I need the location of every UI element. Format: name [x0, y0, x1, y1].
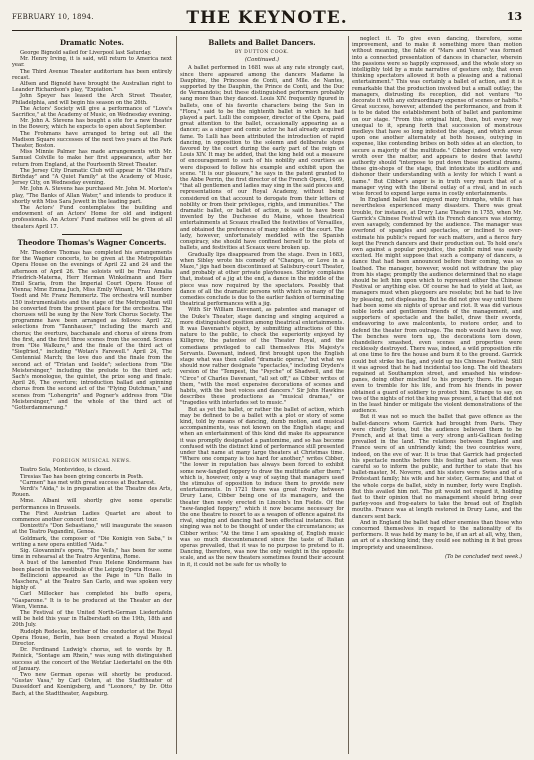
- page-number: 13: [506, 10, 522, 23]
- section-divider: [62, 234, 122, 235]
- publication-title: THE KEYNOTE.: [186, 8, 348, 28]
- paragraph: "Carmen" has met with great success at Bucharest.: [20, 479, 156, 486]
- paragraph: Carl Millocker has completed his buffo opera, "Gasparone." It is to be produced at the Theater an der Wien, Vienna.: [12, 591, 172, 610]
- foreign-news-heading: FOREIGN MUSICAL NEWS.: [52, 459, 132, 465]
- paragraph: Verdi's "Aida," is in preparation at the Theatre des Arts, Rouen.: [12, 485, 172, 499]
- paragraph: Mr. John A. Stevens has bought a site for a new theater in the Bowery, which he expects to open about September.: [12, 118, 172, 131]
- paragraph: Miss Minnie Palmer has made arrangements with Mr. Samuel Colville to make her first appearance, after her return from England, at the Fourteenth Street Theater.: [12, 149, 172, 168]
- paragraph: The Actors' Society will give a performance of "Love's Sacrifice," at the Academy of Music, on Wednesday evening.: [12, 105, 172, 119]
- paragraph: Two new German operas will shortly be produced. "Gustav Vasa," by Carl Osten, at the Stadttheater of Dusseldorf and Koenigsberg, and "Leonore," by Dr. Otto Bach, at the Stadttheater, Augsburg.: [12, 672, 172, 697]
- continued-label: (Continued.): [244, 57, 280, 64]
- paragraph: Tiresias Tao has been giving concerts in Posth.: [20, 473, 144, 480]
- paragraph: A ballet performed in 1681 was at any rate strongly cast, since there appeared among the dancers Madame la Dauphine, the Princesse de Conti, and Mlle. de Nantes, supported by the Dauphin, the Prince de Conti, and the Duc de Vermandois; but these distinguished performers probably sang more than they danced. Louis XIV. frequently figured in ballets, one of his favorite characters being the Sun in "Flora," said to be the nightenth ballet in which he had played a part. Lulli the composer, director of the Opera, paid great attention to the ballet, occasionally appearing as a dancer; as a singer and comic actor he had already acquired fame. To Lulli has been attributed the introduction of rapid dancing, in opposition to the solemn and deliberate steps favored by the court during the early part of the reign of Louis XIV. It may be added, that the king held out a measure of encouragement to such of his nobility and courtiers as were disposed to follow his example and exhibit upon the scene. "It is our pleasure," he says in the patent granted to the Abbe Perrin, the first director of the French Opera, 1669, "that all gentlemen and ladies may sing in the said pieces and representations of our Royal Academy, without being considered on that account to derogate from their letters of nobility or from their privileges, rights, and immunities." The dramatic ballet, or ballet of action, is said to have been invented by the Duchesse du Maine, whose theatrical entertainments at Sceaux rivalled the festivities of Versailles, and obtained the preference of many nobles of the court. The lady, however, unfortunately meddled with the Spanish conspiracy, she should have confined herself to the plots of ballets, and festivities at Sceaux were broken up.: [180, 65, 344, 252]
- paragraph: Mme. Albani will shortly give some operatic performances in Brussels.: [12, 498, 172, 511]
- column-rule: [348, 36, 349, 754]
- column-left: [12, 36, 172, 754]
- paragraph: Bellincioni appeared as the Page in "Un Ballo in Maschera," at the Teatro San Carlo, and was spoken very highly of.: [12, 572, 172, 592]
- paragraph: In England ballet has enjoyed many triumphs, while it has nevertheless experienced many disasters. There was great trouble, for instance, at Drury Lane Theatre in 1755, when Mr. Garrick's Chinese Festival with its French dancers was stormy, even savagely, condemned by the audience. The manager was overfond of spangles and spectacles, or inclined to over-estimate his public's regard for such matters, and a fierce fury kept the French dancers and their production out. To hold one's own against a popular prejudice, the public mind was easily excited. He might suppose that such a company of dancers, a dance that had been announced before their coming, was so loathed. The manager, however, would not withdraw the play from his stage; promptly the audience determined that no stage should be left him upon which to represent either the Chinese Festival or anything else. Of course he had to yield at last, as managers must when playgoers are resolute; but he had to live by pleasing, not displeasing. But he did not give way until there had been some six nights of uproar and riot. It was did various noble lords and gentlemen friends of the management, and supporters of spectacle and the ballet, draw their swords, endeavoring to awe malcontents, to restore order, and to defend the theater from outrage. The mob would have its way. The benches were torn up, the decorations torn down, chandeliers smashed, even scenes and properties were recklessly destroyed. There was, indeed, a wild proposition rife at one time to fire the house and burn it to the ground. Garrick could but strike his flag, and yield up his Chinese Festival. Still it was agreed that he had incidental too long. The old theaters regained at Southampton street, and smashed his window-panes, doing other mischief to his property there. He began even to tremble for his life, and from his friends in power obtained a guard of soldiery to protect him. Strange to say, on two of the nights of riot the king was present, a fact that did not in the least hinder or mitigate the violent demonstrations of the audience.: [352, 197, 522, 415]
- paragraph: But it was not so much the ballet that gave offence as the ballet-dancers whom Garrick had brought from Paris. They were chiefly Swiss, but the audience believed them to be French, and at that time a very strong anti-Gallican feeling prevailed in the land. The relations between England and France were of an unfriendly kind; the two countries were, indeed, on the eve of war. It is true that Garrick had projected his spectacle months before this feeling had arisen. He was careful so to inform the public, and further to state that his ballet-master, M. Noverre, and his sisters were Swiss and of a Protestant family; his wife and her sister, Germans; and that of the whole corps de ballet, sixty in number, forty were English. But this availed him not. The pit would not regard it, holding fast to their opinion that no management should bring over parley-voos and frog-eaters to take the bread out of English mouths. France was at length restored in Drury Lane, and the dancers sent back.: [352, 414, 522, 520]
- paragraph: Rudolph Redecke, brother of the conductor at the Royal Opera House, Berlin, has been created a Royal Musical Director.: [12, 628, 172, 648]
- paragraph: Sig. Giovannini's opera, "The Veils," has been for some time in rehearsal at the Teatro Argentina, Rome.: [12, 548, 172, 561]
- masthead: [12, 6, 522, 31]
- blank-space: [12, 411, 172, 455]
- byline: BY DUTTON COOK.: [234, 50, 290, 55]
- paragraph: Alfsen and Bignold have brought the Australian right to Leander Richardson's play, "Expiation.": [12, 81, 172, 94]
- paragraph: The Actors' Fund contemplates the building and endowment of an Actors' Home for old and indigent professionals. An Actors' Fund matinee will be given at all theaters April 17.: [12, 205, 172, 230]
- paragraph: The Frohmans have arranged to bring out all the Madison Square successes of the next two years at the Park Theater, Boston.: [12, 130, 172, 150]
- paragraph: neglect it. To give even dancing, therefore, some improvement, and to make it something more than motion without meaning, the fable of "Mars and Venus" was formed into a connected presentation of dances in character, wherein the passions were so happily expressed, and the whole story so intelligibly told by a mute narrative of gesture only, that even thinking spectators allowed it both a pleasing and a rational entertainment." This was certainly a ballet of action, and it is remarkable that the production involved but a small outlay; the managers, distrusting its reception, did not venture "to decorate it with any extraordinary expense of scenes or habits." Great success, however, attended the performance, and from it is to be dated the establishment both of ballet and pantomime on our stage. "From this original hint, then, but every way unequal to it, sprang forth that succession of monstrous medleys that have so long infested the stage, and which arose upon one another alternately at both houses, outvying in expense, like contending bribes on both sides at an election, to secure a majority of the multitude." Cibber indeed wrote very wroth over the matter, and appears to desire that lawful authority should "interpose to put down these poetical drams, these gin-shops of the stage, that intoxicate its auditors and dishonor their understanding with a levity for which I want a name." But Cibber's anger is in truth very much that of a manager vying with the liberal outlay of a rival, and in such wise forced to expend large sums in costly entertainments.: [352, 36, 522, 198]
- paragraph: But as yet the ballet, or rather the ballet of action, which may be defined to be a ballet with a plot or story of some kind, told by means of dancing, dumb motion, and musical accompaniments, was not known on the English stage; and when an entertainment of this kind did make its appearance it was promptly designated a pantomime, and so has become confused with the distinct kind of performance still presented under that name at many large theaters at Christmas time. "Where one company is too hard for another," writes Cibber, "the lower in reputation has always been forced to exhibit some new-fangled foppery to draw the multitude after them;" which is, however, only a way of saying that managers used the stimulus of opposition to induce them to provide new entertainments. In 1721 there was great rivalry between Drury Lane, Cibber being one of its managers, and the theater then newly erected in Lincoln's Inn Fields. Of the "new-fangled foppery," which it now became necessary for the one theatre to resort to as a weapon of offence against its rival, singing and dancing had been effectual instances. But singing was not to be thought of under the circumstances; as Cibber writes: "At the time I am speaking of, English music was so much discountenanced since the taste of Italian operas prevailed, that it was to no purpose to pretend to it. Dancing, therefore, was now the only weight in the opposite scale, and as the new theaters sometimes found their account in it, it could not be safe for us wholly to: [180, 406, 344, 568]
- paragraph: George Bignold sailed for Liverpool last Saturday.: [20, 50, 152, 56]
- column-middle: [180, 36, 344, 754]
- paragraph: John Speyer has leased the Arch Street Theater, Philadelphia, and will begin his season on the 26th.: [12, 93, 172, 106]
- paragraph: The Festival of the United North-German Liedertafeln will be held this year in Halberstadt on the 19th, 18th and 20th July.: [12, 610, 172, 629]
- paragraph: The First Austrian Ladies Quartet are about to commence another concert tour.: [12, 510, 172, 523]
- paragraph: The Jersey City Dramatic Club will appear in "Old Phil's Birthday" and "A Quiet Family" at the Academy of Music, Jersey City, on Wednesday evening.: [12, 167, 172, 187]
- to-be-continued-note: (To be concluded next week.): [445, 553, 522, 560]
- column-right: [352, 36, 522, 754]
- paragraph: Donizetti's "Don Sebastiano," will inaugurate the season at the Teatro Pagandini, Genoa.: [12, 523, 172, 536]
- issue-date: FEBRUARY 10, 1894.: [12, 13, 94, 21]
- paragraph: Mr. John A. Stevens has purchased Mr. John M. Morton's play, "The Banks of Allan Water," and intends to produce it shortly with Miss Sara Jewett in the leading part.: [12, 186, 172, 205]
- wagner-concerts-heading: Theodore Thomas's Wagner Concerts.: [17, 237, 167, 247]
- paragraph: Teatro Sola, Montevideo, is closed.: [20, 467, 112, 474]
- paragraph: Goldmark, the composer of "Die Konigin von Saba," is writing a new opera entitled "Aida.": [12, 535, 172, 548]
- paragraph: With Sir William Davenant, as patentee and manager of the Duke's Theater, stage dancing and singing acquired a more distinguished position among theatrical entertainments. It was Davenant's object, by submitting attractions of this nature to the public, to check the superiority enjoyed by Killigrew, the patentee of the Theater Royal, and the comedians privileged to call themselves His Majesty's Servants. Davenant, indeed, first brought upon the English stage what was then called "dramatic operas," but what we should now rather designate "spectacles," including Dryden's version of the "Tempest, the "Psyche" of Shadwell, and the "Circe" of Charles Davenant, "all set off," as Cibber writes of them, "with the most expensive decorations of scenes and habits, with the best voices and dancers." Sir John Hawkins describes these productions as "musical dramas," or "tragedies with interludes set to music.": [180, 307, 344, 407]
- paragraph: Mr. Henry Irving, it is said, will return to America next year.: [12, 56, 172, 69]
- ballets-heading: Ballets and Ballet Dancers.: [208, 38, 316, 47]
- paragraph: And in England the ballet had other enemies than those who concerned themselves in regard to the nationality of its performers. It was held by many to be, if an art at all, why, then, an art of a shocking kind; they could see nothing in it but gross impropriety and unseemliness.: [352, 519, 522, 551]
- column-rule: [176, 36, 177, 754]
- paragraph: A bust of the lamented Frau Helene Kindermann has been placed in the vestibule of the Leipzig Opera House.: [12, 560, 172, 573]
- paragraph: Mr. Theodore Thomas has completed his arrangements for the Wagner concerts, to be given at the Metropolitan Opera House on the evenings of April 22 and 24 and the afternoon of April 26. The soloists will be Frau Amalia Friedrich-Materna, Herr Herman Winkelmann and Herr Emil Scaria, from the Imperial Court Opera House of Vienna; Mme Emma Juch, Miss Emily Winant, Mr. Theodore Toedt and Mr. Franz Remmertz. The orchestra will number 150 instrumentalists and the stage of the Metropolitan will be converted from the present place for the orchestra. The choruses will be sung by the New York Chorus Society. The programme have been arranged as follows: April 22, selections from "Tannhauser," including the march and chorus; the overture, bacchanale and chorus of sirens from the first, and the first three scenes from the second. Scenes from "Die Walkure," and the finale of the third act of "Siegfried," including "Wotan's Farewell." April 24, The Centennial March; the love duo and the finale from the second act of "Tristan und Isolde"; selections from "Die Meistersinger," including the prelude to the third act; Sach's monologue, the quintet, the prize song and finale. April 26, The overture; introduction ballad and spinning chorus from the second act of the "Flying Dutchman," and scenes from "Lohengrin" and Pogner's address from "Die Meistersinger," and the whole of the third act of "Gotterdammerung.": [12, 249, 172, 411]
- paragraph: Gradually lips disappeared from the stage. Even in 1683, when Sibley wrote his comedy of "Changes, or Love in a Maze," jigs had been discontinued at Salisbury-court Theater, and probably at other private playhouses. Shirley complains that, instead of a jig at the end, a dance in the middle of the piece was now required by the spectators. Possibly that dance of all the dramatic persons with which so many of the comedies conclude is due to the earlier fashion of terminating theatrical performances with a jig.: [180, 251, 344, 308]
- paragraph: Dr. Ferdinand Ludwig's chorus, set to words by R. Reinick, "Sontage am Rhein," was sung with distinguished success at the concert of the Wetzlar Liedertafel on the 6th of January.: [12, 647, 172, 672]
- paragraph: The Third Avenue Theater auditorium has been entirely recast.: [12, 68, 172, 81]
- dramatic-notes-heading: Dramatic Notes.: [60, 38, 124, 47]
